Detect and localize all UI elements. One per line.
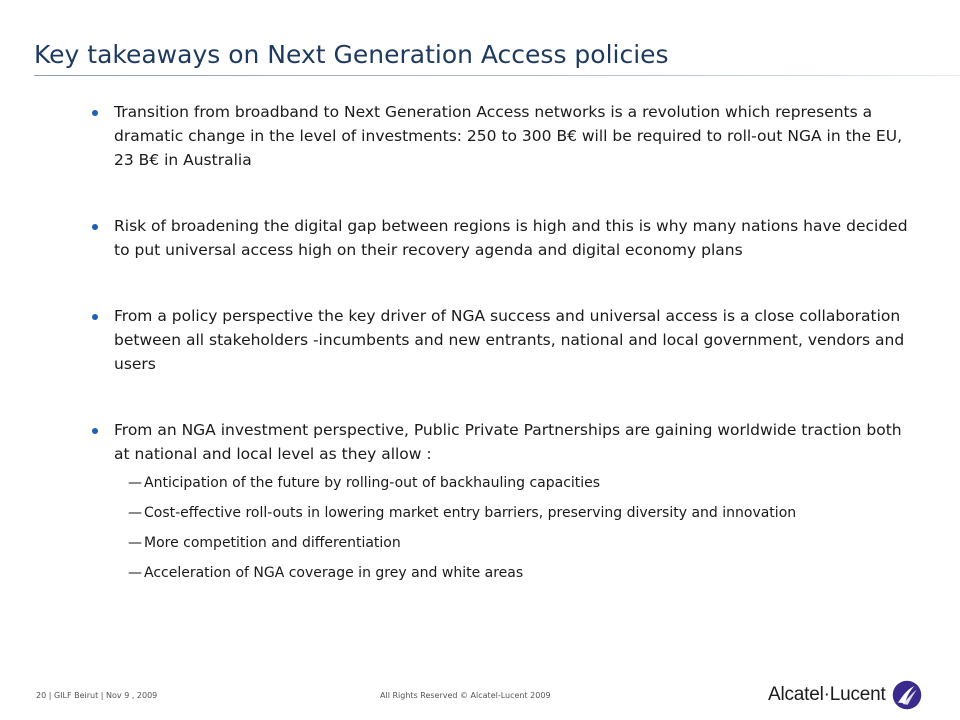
sub-bullet-item [92,532,914,554]
dash-marker: — [128,535,142,551]
bullet-dot-icon [92,224,98,230]
sub-bullet-item [92,562,914,584]
logo-wordmark: Alcatel·Lucent [768,684,886,705]
dash-marker: — [128,475,142,491]
footer-page-info: 20 | GILF Beirut | Nov 9 , 2009 [36,691,158,700]
sub-bullet-text: More competition and differentiation [144,535,401,551]
sub-bullet-text: Anticipation of the future by rolling-out of backhauling capacities [144,475,601,491]
bullet-text: Risk of broadening the digital gap between regions is high and this is why many nations have decided to put universal access high on their recovery agenda and digital economy plans [114,217,908,259]
sub-bullet-text: Cost-effective roll-outs in lowering market entry barriers, preserving diversity and innovation [144,505,797,521]
slide-title: Key takeaways on Next Generation Access policies [34,40,669,69]
bullet-item [92,418,914,466]
bullet-text: From a policy perspective the key driver of NGA success and universal access is a close collaboration between all stakeholders -incumbents and new entrants, national and local government, vendors and users [114,307,905,373]
bullet-dot-icon [92,428,98,434]
bullet-dot-icon [92,110,98,116]
company-logo [768,679,922,711]
dash-marker: — [128,565,142,581]
alcatel-lucent-swirl-icon [892,680,922,710]
bullet-text: From an NGA investment perspective, Public Private Partnerships are gaining worldwide traction both at national and local level as they allow : [114,421,902,463]
sub-bullet-text: Acceleration of NGA coverage in grey and white areas [144,565,524,581]
sub-bullet-item [92,472,914,494]
bullet-item [92,304,914,376]
bullet-dot-icon [92,314,98,320]
bullet-item [92,214,914,262]
bullet-item [92,100,914,172]
bullet-list [92,100,914,584]
dash-marker: — [128,505,142,521]
bullet-text: Transition from broadband to Next Generation Access networks is a revolution which represents a dramatic change in the level of investments: 250 to 300 B€ will be required to roll-out NGA in the EU, 23 B€ in Australia [114,103,902,169]
sub-bullet-item [92,502,914,524]
title-divider [34,75,960,76]
sub-bullet-list [92,472,914,584]
footer-copyright: All Rights Reserved © Alcatel-Lucent 2009 [380,691,551,700]
